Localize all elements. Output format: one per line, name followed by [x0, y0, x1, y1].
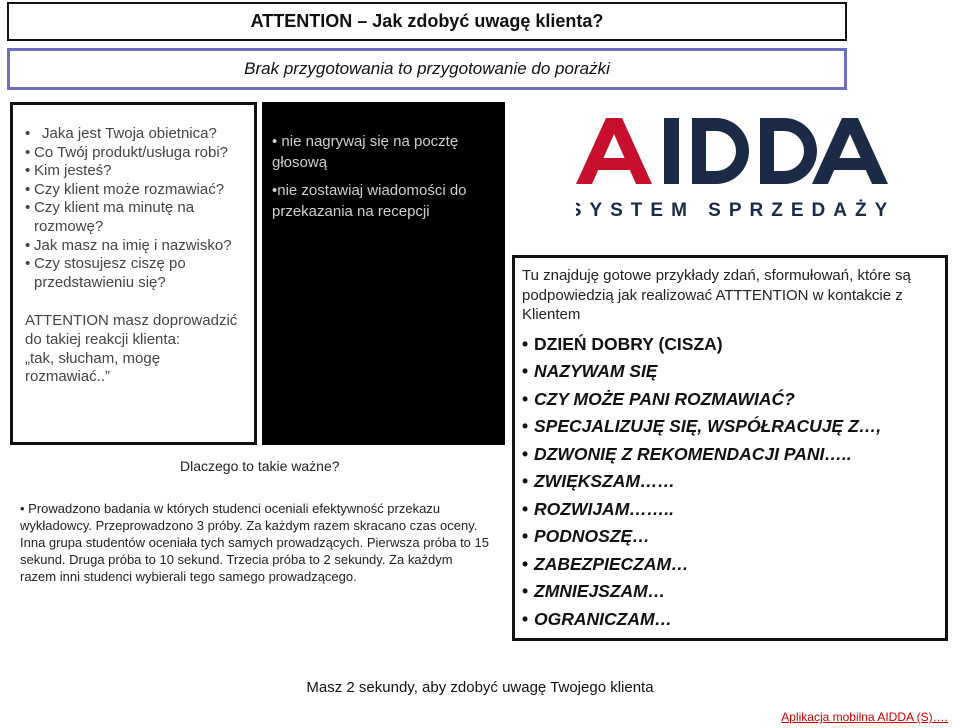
question-item: • Czy klient może rozmawiać?	[25, 181, 244, 200]
logo-letter-a2	[812, 118, 888, 184]
footer-text: Masz 2 sekundy, aby zdobyć uwagę Twojego klienta	[306, 679, 654, 696]
question-item: • Czy stosujesz ciszę po przedstawieniu się?	[25, 255, 244, 292]
tip-item: •nie zostawiaj wiadomości do przekazania na recepcji	[272, 182, 467, 220]
phrases-panel	[512, 255, 948, 641]
questions-list	[25, 125, 244, 292]
question-item: • Co Twój produkt/usługa robi?	[25, 144, 244, 163]
phrase-item: • ZWIĘKSZAM……	[522, 468, 931, 496]
research-text: • Prowadzono badania w których studenci oceniali efektywność przekazu wykładowcy. Przeprowadzono 3 próby. Za każdym razem skracano czas oceny. Inna grupa studentów oceniała tych samych prowadzących. Pierwsza próba to 15 sekund. Druga próba to 10 sekund. Trzecia próba to 2 sekundy. Za każdym razem inni studenci wybierali tego samego prowadzącego.	[20, 501, 489, 584]
aidda-logo-graphic	[576, 118, 888, 220]
question-item: • Jaka jest Twoja obietnica?	[25, 125, 244, 144]
phrase-item: • ZMNIEJSZAM…	[522, 578, 931, 606]
question-item: • Czy klient ma minutę na rozmowę?	[25, 199, 244, 236]
logo-letter-i	[664, 118, 679, 184]
phrases-intro: Tu znajduję gotowe przykłady zdań, sformułowań, które są podpowiedzią jak realizować ATTTENTION w kontakcie z Klientem	[522, 267, 911, 323]
aidda-logo	[576, 118, 888, 220]
question-item: • Kim jesteś?	[25, 162, 244, 181]
logo-letter-d1	[692, 118, 749, 184]
phrase-item: • SPECJALIZUJĘ SIĘ, WSPÓŁRACUJĘ Z…,	[522, 413, 931, 441]
attention-text: ATTENTION masz doprowadzić do takiej reakcji klienta:	[25, 312, 238, 348]
phrase-item: • PODNOSZĘ…	[522, 523, 931, 551]
mobile-app-link[interactable]: Aplikacja mobilna AIDDA (S)….	[781, 710, 948, 724]
phrases-list	[522, 331, 931, 634]
voicemail-tips-panel	[262, 102, 505, 445]
page-title: ATTENTION – Jak zdobyć uwagę klienta?	[7, 2, 847, 41]
phrase-item: • NAZYWAM SIĘ	[522, 358, 931, 386]
why-heading: Dlaczego to takie ważne?	[180, 458, 340, 474]
phrase-item: • ZABEZPIECZAM…	[522, 551, 931, 579]
logo-tagline: SYSTEM SPRZEDAŻY	[576, 200, 888, 220]
logo-letter-d2	[760, 118, 817, 184]
question-item: • Jak masz na imię i nazwisko?	[25, 237, 244, 256]
logo-letter-a	[576, 118, 652, 184]
phrase-item: • DZIEŃ DOBRY (CISZA)	[522, 331, 931, 359]
page-subtitle: Brak przygotowania to przygotowanie do porażki	[7, 48, 847, 90]
reaction-quote: „tak, słucham, mogę rozmawiać..”	[25, 349, 161, 386]
logo-letter-a2-bar	[830, 158, 870, 170]
phrase-item: • ROZWIJAM……..	[522, 496, 931, 524]
phrase-item: • DZWONIĘ Z REKOMENDACJI PANI…..	[522, 441, 931, 469]
phrase-item: • CZY MOŻE PANI ROZMAWIAĆ?	[522, 386, 931, 414]
logo-letter-a-bar	[594, 158, 634, 170]
phrase-item: • OGRANICZAM…	[522, 606, 931, 634]
tip-item: • nie nagrywaj się na pocztę głosową	[272, 133, 459, 171]
questions-panel	[10, 102, 257, 445]
